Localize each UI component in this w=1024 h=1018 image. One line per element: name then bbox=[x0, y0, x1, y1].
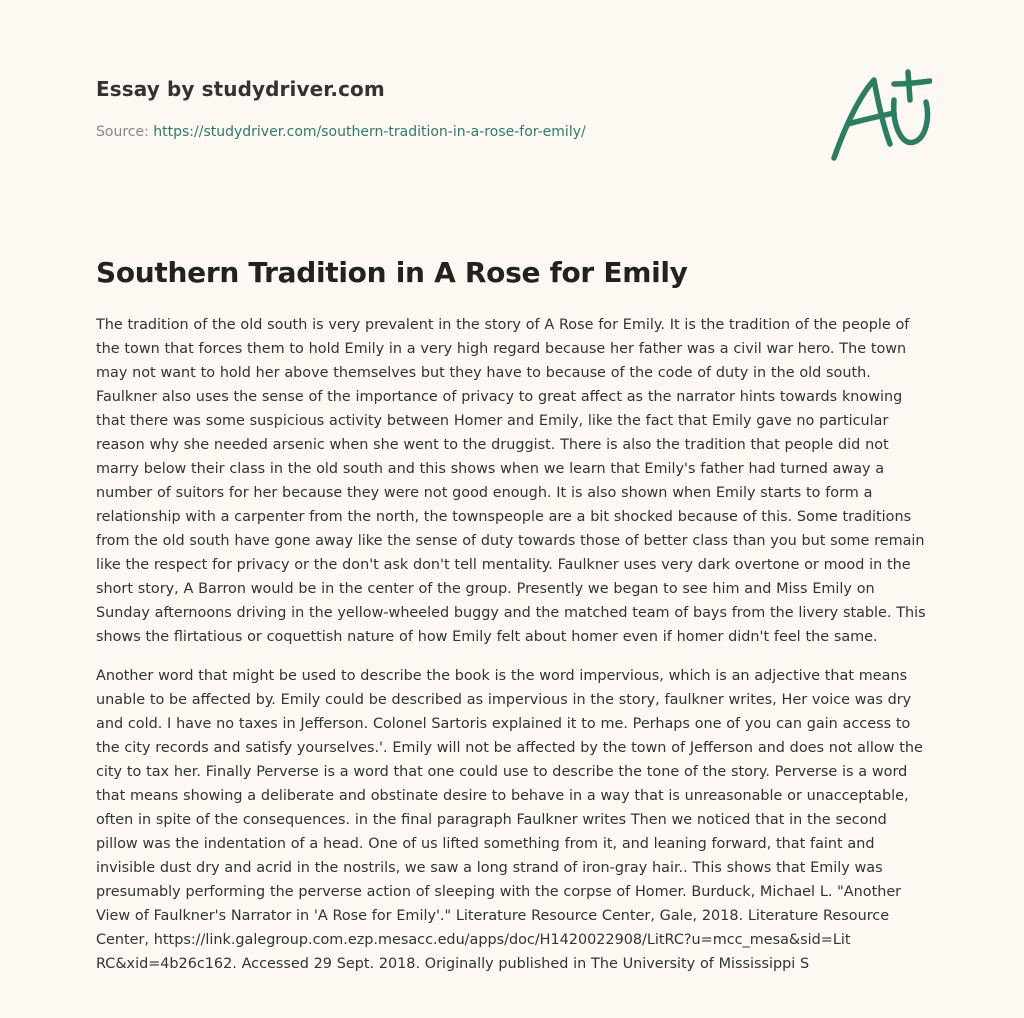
article-paragraph: The tradition of the old south is very prevalent in the story of A Rose for Emily. It is the tradition of the people of the town that forces them to hold Emily in a very high regard because her father was a civil war hero. The town may not want to hold her above themselves but they have to because of the code of duty in the old south. Faulkner also uses the sense of the importance of privacy to great affect as the narrator hints towards knowing that there was some suspicious activity between Homer and Emily, like the fact that Emily gave no particular reason why she needed arsenic when she went to the druggist. There is also the tradition that people did not marry below their class in the old south and this shows when we learn that Emily's father had turned away a number of suitors for her because they were not good enough. It is also shown when Emily starts to form a relationship with a carpenter from the north, the townspeople are a bit shocked because of this. Some traditions from the old south have gone away like the sense of duty towards those of better class than you but some remain like the respect for privacy or the don't ask don't tell mentality. Faulkner uses very dark overtone or mood in the short story, A Barron would be in the center of the group. Presently we began to see him and Miss Emily on Sunday afternoons driving in the yellow-wheeled buggy and the matched team of bays from the livery stable. This shows the flirtatious or coquettish nature of how Emily felt about homer even if homer didn't feel the same. bbox=[96, 317, 926, 645]
source-line bbox=[96, 124, 586, 140]
brand-title: Essay by studydriver.com bbox=[96, 77, 385, 101]
page-header bbox=[96, 0, 928, 230]
source-label: Source: bbox=[96, 124, 149, 140]
article-paragraph: Another word that might be used to describe the book is the word impervious, which is an adjective that means unable to be affected by. Emily could be described as impervious in the story, faulkner writes, Her voice was dry and cold. I have no taxes in Jefferson. Colonel Sartoris explained it to me. Perhaps one of you can gain access to the city records and satisfy yourselves.'. Emily will not be affected by the town of Jefferson and does not allow the city to tax her. Finally Perverse is a word that one could use to describe the tone of the story. Perverse is a word that means showing a deliberate and obstinate desire to behave in a way that is unreasonable or unacceptable, often in spite of the consequences. in the final paragraph Faulkner writes Then we noticed that in the second pillow was the indentation of a head. One of us lifted something from it, and leaning forward, that faint and invisible dust dry and acrid in the nostrils, we saw a long strand of iron-gray hair.. This shows that Emily was presumably performing the perverse action of sleeping with the corpse of Homer. Burduck, Michael L. "Another View of Faulkner's Narrator in 'A Rose for Emily'." Literature Resource Center, Gale, 2018. Literature Resource Center, https://link.galegroup.com.ezp.mesacc.edu/apps/doc/H1420022908/LitRC?u=mcc_mesa&sid=Lit RC&xid=4b26c162. Accessed 29 Sept. 2018. Originally published in The University of Mississippi S bbox=[96, 668, 923, 972]
article-body bbox=[96, 313, 932, 991]
source-link[interactable]: https://studydriver.com/southern-tradition-in-a-rose-for-emily/ bbox=[153, 124, 586, 140]
a-plus-logo-icon bbox=[828, 66, 932, 166]
article-title: Southern Tradition in A Rose for Emily bbox=[96, 256, 688, 289]
